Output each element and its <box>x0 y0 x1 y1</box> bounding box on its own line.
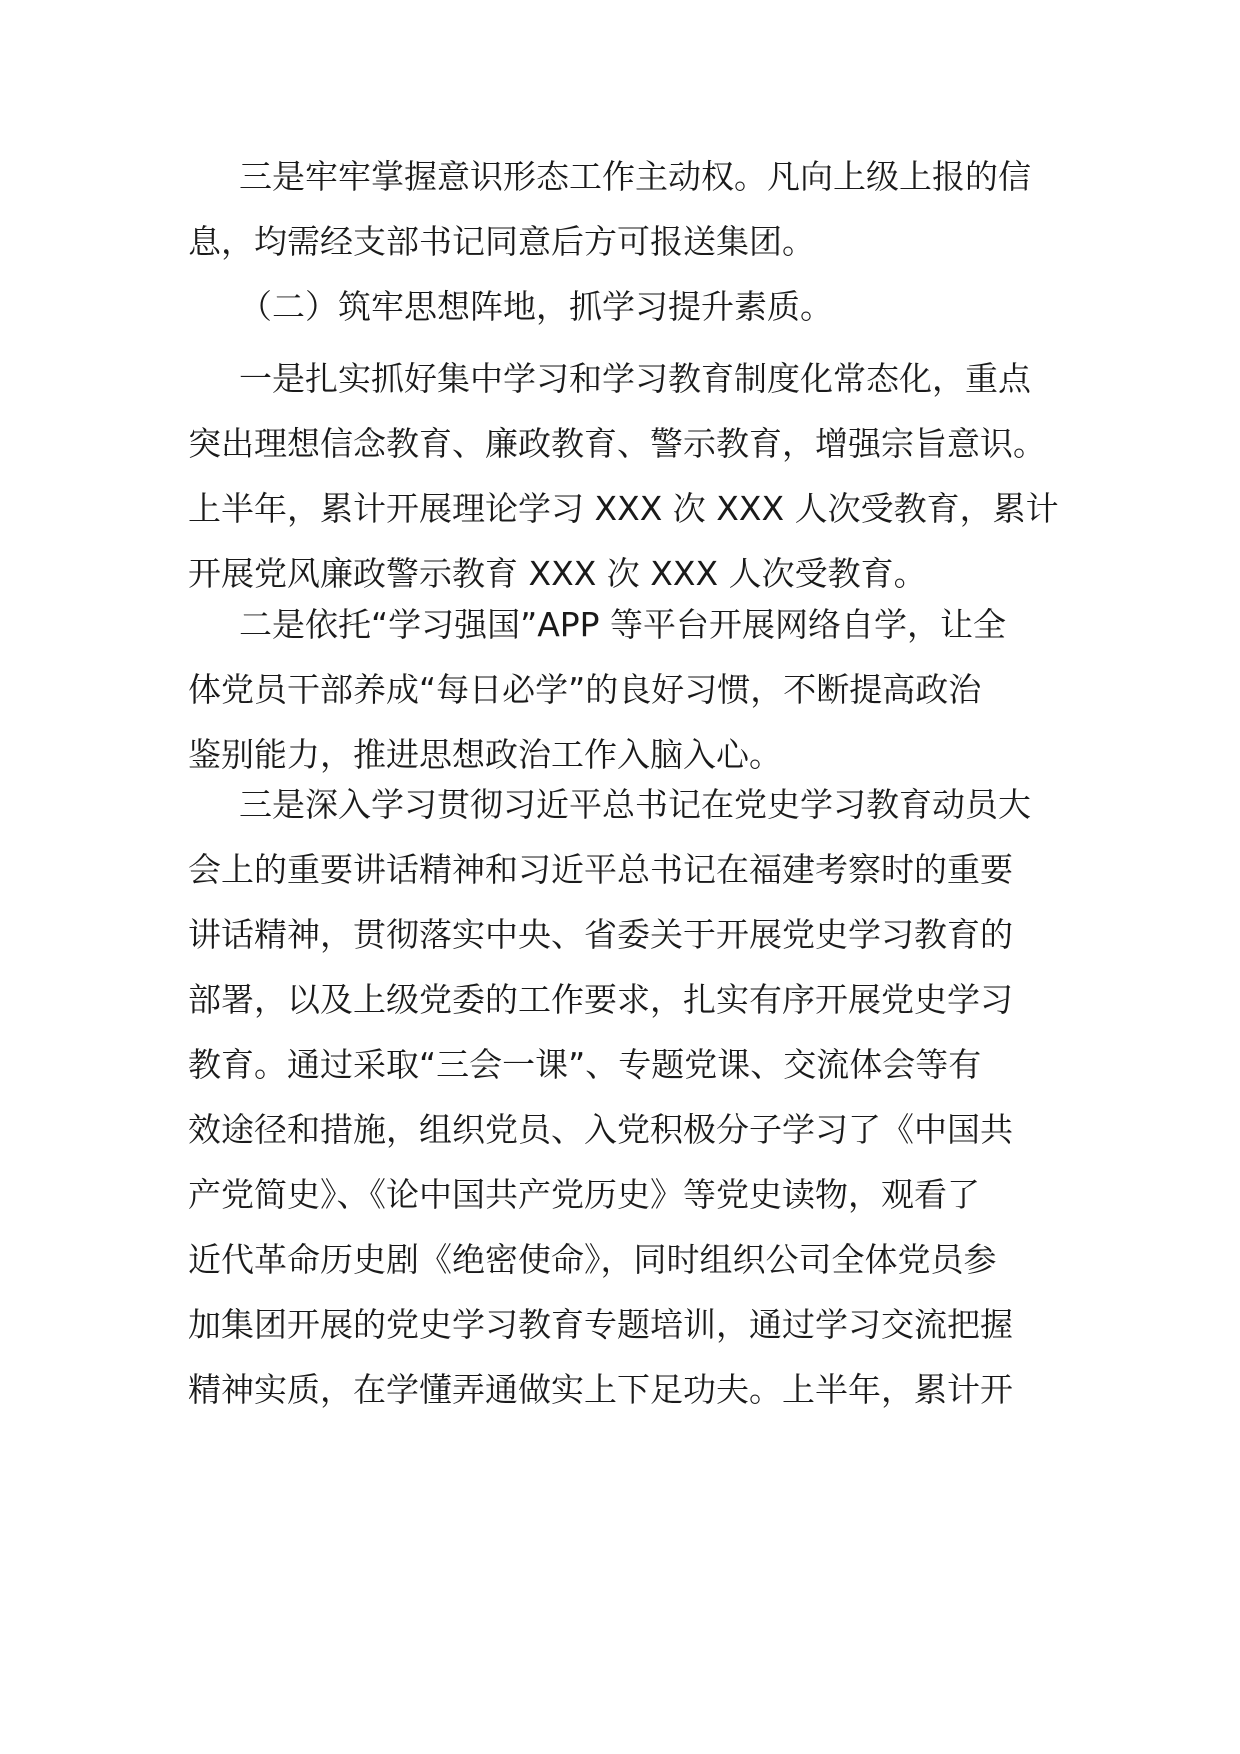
paragraph-online-self-study <box>188 592 1068 787</box>
paragraph-line: 精神实质，在学懂弄通做实上下足功夫。上半年，累计开 <box>188 1370 1013 1409</box>
paragraph-line: 三是牢牢掌握意识形态工作主动权。凡向上级上报的信 <box>239 157 1031 196</box>
paragraph-line: 三是深入学习贯彻习近平总书记在党史学习教育动员大 <box>239 785 1031 824</box>
section-heading <box>188 274 1068 339</box>
paragraph-line: 会上的重要讲话精神和习近平总书记在福建考察时的重要 <box>188 850 1013 889</box>
section-heading-text: （二）筑牢思想阵地，抓学习提升素质。 <box>239 287 833 326</box>
paragraph-line: 教育。通过采取“三会一课”、专题党课、交流体会等有 <box>188 1045 982 1084</box>
paragraph-party-history-study <box>188 772 1068 1422</box>
paragraph-line: 鉴别能力，推进思想政治工作入脑入心。 <box>188 735 782 774</box>
paragraph-ideology-initiative <box>188 144 1068 274</box>
paragraph-line: 体党员干部养成“每日必学”的良好习惯，不断提高政治 <box>188 670 982 709</box>
paragraph-line: 产党简史》、《论中国共产党历史》等党史读物，观看了 <box>188 1175 980 1214</box>
paragraph-line: 开展党风廉政警示教育 XXX 次 XXX 人次受教育。 <box>188 554 927 593</box>
paragraph-line: 上半年，累计开展理论学习 XXX 次 XXX 人次受教育，累计 <box>188 489 1059 528</box>
paragraph-line: 效途径和措施，组织党员、入党积极分子学习了《中国共 <box>188 1110 1013 1149</box>
paragraph-line: 讲话精神，贯彻落实中央、省委关于开展党史学习教育的 <box>188 915 1013 954</box>
paragraph-line: 突出理想信念教育、廉政教育、警示教育，增强宗旨意识。 <box>188 424 1046 463</box>
paragraph-line: 加集团开展的党史学习教育专题培训，通过学习交流把握 <box>188 1305 1013 1344</box>
paragraph-line: 息，均需经支部书记同意后方可报送集团。 <box>188 222 815 261</box>
paragraph-centralized-study <box>188 346 1068 606</box>
paragraph-line: 部署，以及上级党委的工作要求，扎实有序开展党史学习 <box>188 980 1013 1019</box>
paragraph-line: 二是依托“学习强国”APP 等平台开展网络自学，让全 <box>239 605 1007 644</box>
paragraph-line: 近代革命历史剧《绝密使命》，同时组织公司全体党员参 <box>188 1240 997 1279</box>
paragraph-line: 一是扎实抓好集中学习和学习教育制度化常态化，重点 <box>239 359 1031 398</box>
